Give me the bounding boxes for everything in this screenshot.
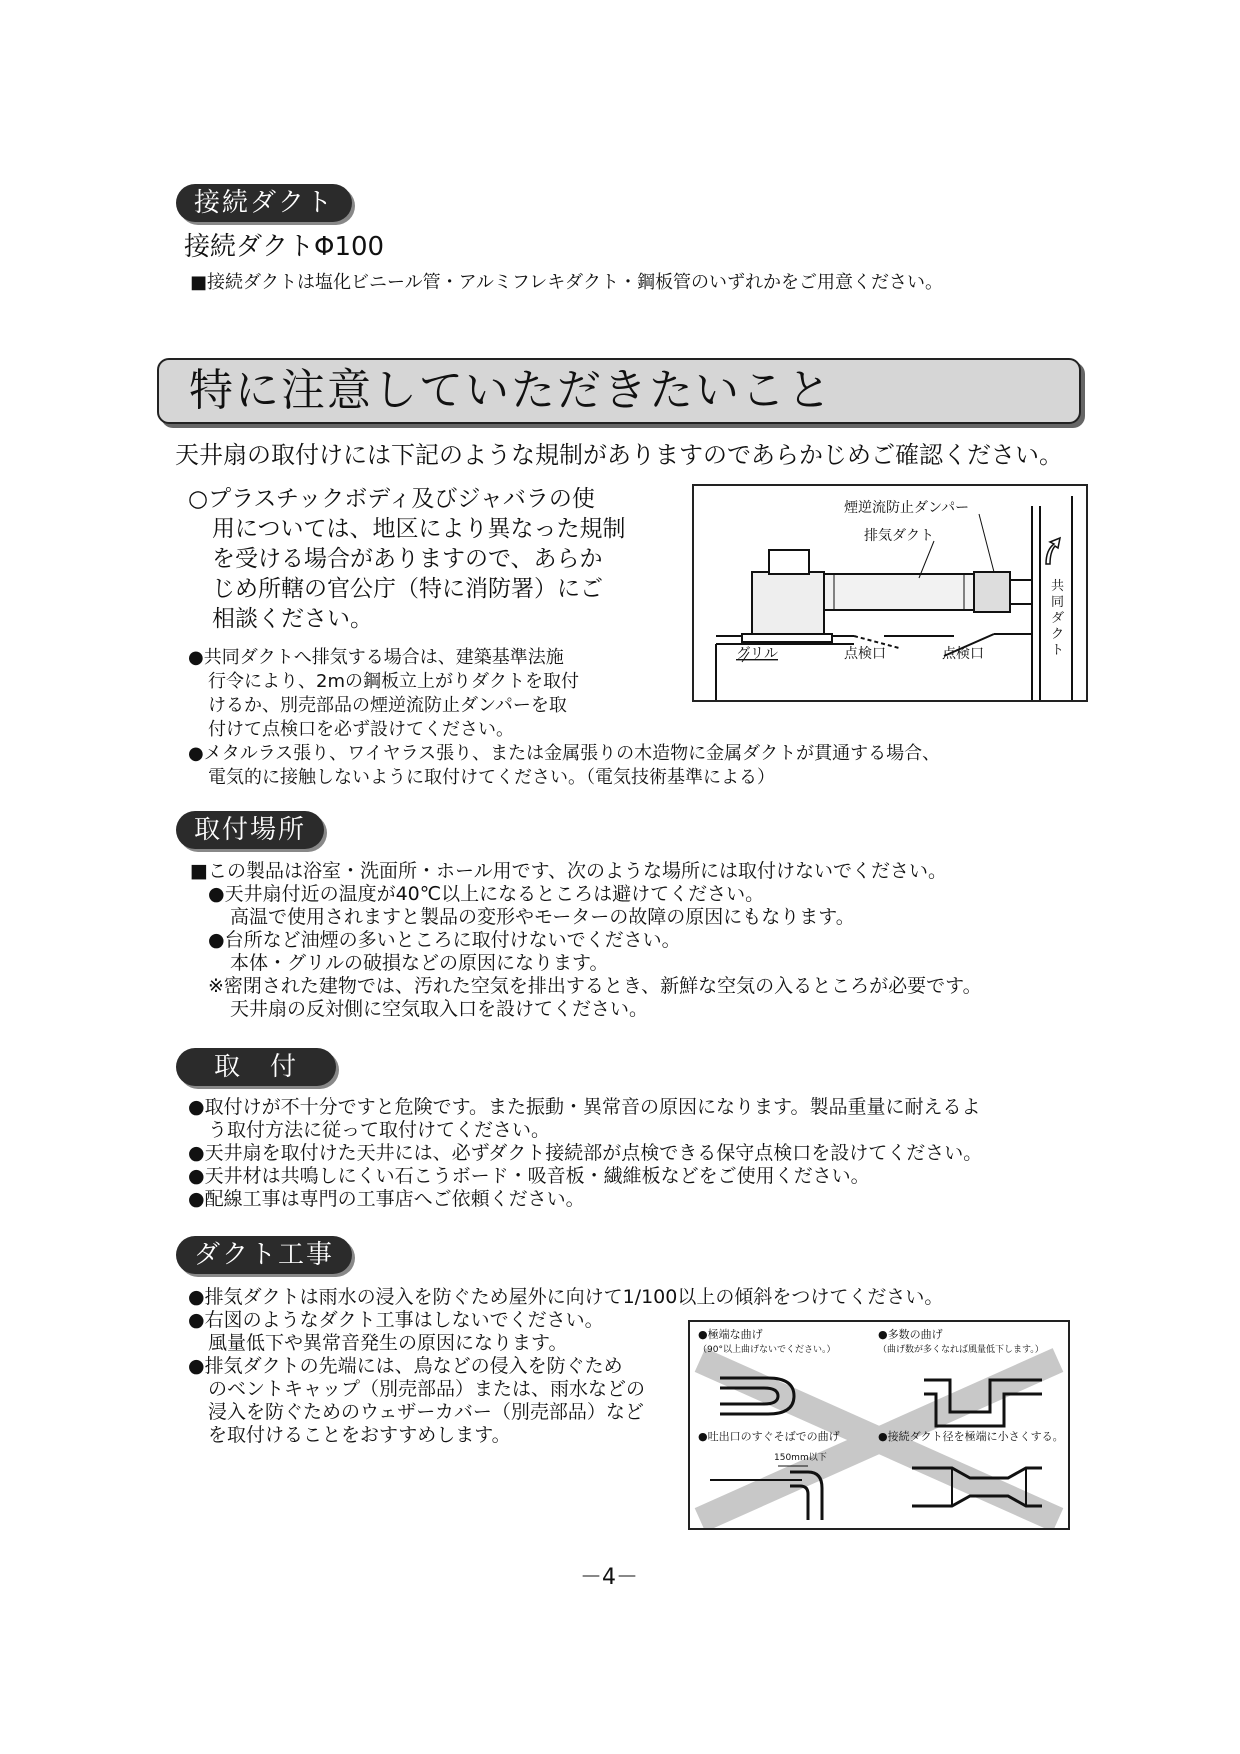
ductwork-line: ●排気ダクトの先端には、鳥などの侵入を防ぐため <box>188 1355 623 1377</box>
ductwork-line: ●排気ダクトは雨水の浸入を防ぐため屋外に向けて1/100以上の傾斜をつけてください。 <box>188 1286 944 1308</box>
label-outlet-bend: ●吐出口のすぐそばでの曲げ <box>698 1430 840 1443</box>
location-line: 本体・グリルの破損などの原因になります。 <box>230 952 609 974</box>
location-line: ●天井扇付近の温度が40℃以上になるところは避けてください。 <box>208 883 765 905</box>
caution-item-line: ○プラスチックボディ及びジャバラの使 <box>188 486 595 512</box>
label-sharp-bend-note: （90°以上曲げないでください。） <box>698 1345 836 1355</box>
label-access-1: 点検口 <box>844 646 886 662</box>
ductwork-line: ●右図のようなダクト工事はしないでください。 <box>188 1309 604 1331</box>
label-shared-duct <box>1051 578 1064 658</box>
label-grille: グリル <box>736 646 778 662</box>
caution-item-line: を受ける場合がありますので、あらか <box>212 546 603 572</box>
caution-bullet: ●共同ダクトへ排気する場合は、建築基準法施 <box>188 647 564 668</box>
label-reduce: ●接続ダクト径を極端に小さくする。 <box>878 1430 1064 1443</box>
ductwork-line: のベントキャップ（別売部品）または、雨水などの <box>208 1378 646 1400</box>
install-line: ●天井扇を取付けた天井には、必ずダクト接続部が点検できる保守点検口を設けてください。 <box>188 1142 983 1164</box>
section-heading-location: 取付場所 <box>176 811 324 849</box>
label-access-2: 点検口 <box>942 646 984 662</box>
bad-ductwork-drawing <box>690 1322 1068 1528</box>
caution-bullet: ●メタルラス張り、ワイヤラス張り、または金属張りの木造物に金属ダクトが貫通する場合、 <box>188 743 941 764</box>
label-sharp-bend: ●極端な曲げ <box>698 1328 763 1341</box>
location-line: 天井扇の反対側に空気取入口を設けてください。 <box>230 998 649 1020</box>
section-heading-duct: 接続ダクト <box>176 184 352 222</box>
shared-duct-char: 共 <box>1051 579 1065 594</box>
caution-banner-text: 特に注意していただきたいこと <box>189 365 833 416</box>
caution-bullet: 行令により、2mの鋼板立上がりダクトを取付 <box>208 671 579 692</box>
shared-duct-diagram <box>692 484 1088 702</box>
shared-duct-char: 同 <box>1051 595 1065 610</box>
install-line: ●天井材は共鳴しにくい石こうボード・吸音板・繊維板などをご使用ください。 <box>188 1165 870 1187</box>
ductwork-line: 浸入を防ぐためのウェザーカバー（別売部品）など <box>208 1401 644 1423</box>
label-damper: 煙逆流防止ダンパー <box>844 500 970 516</box>
shared-duct-char: ト <box>1051 643 1065 658</box>
shared-duct-char: ダ <box>1051 611 1065 626</box>
label-outlet-dim: 150mm以下 <box>774 1453 827 1463</box>
location-line: 高温で使用されますと製品の変形やモーターの故障の原因にもなります。 <box>230 906 855 928</box>
label-exhaust-duct: 排気ダクト <box>864 528 934 544</box>
caution-intro: 天井扇の取付けには下記のような規制がありますのであらかじめご確認ください。 <box>175 441 1063 469</box>
label-many-bends: ●多数の曲げ <box>878 1328 943 1341</box>
bad-ductwork-diagram <box>688 1320 1070 1530</box>
location-line: ※密閉された建物では、汚れた空気を排出するとき、新鮮な空気の入るところが必要です。 <box>208 975 982 997</box>
page-number: －4－ <box>580 1565 638 1590</box>
location-line: ●台所など油煙の多いところに取付けないでください。 <box>208 929 681 951</box>
section-heading-install: 取 付 <box>176 1048 336 1086</box>
install-line: ●取付けが不十分ですと危険です。また振動・異常音の原因になります。製品重量に耐えるよ <box>188 1096 981 1118</box>
duct-note: ■接続ダクトは塩化ビニール管・アルミフレキダクト・鋼板管のいずれかをご用意ください。 <box>190 272 944 293</box>
ductwork-line: 風量低下や異常音発生の原因になります。 <box>208 1332 568 1354</box>
caution-bullet: 電気的に接触しないように取付けてください。（電気技術基準による） <box>208 767 775 788</box>
caution-item-line: 用については、地区により異なった規制 <box>212 516 626 542</box>
location-line: ■この製品は浴室・洗面所・ホール用です、次のような場所には取付けないでください。 <box>190 860 948 882</box>
caution-bullet: 付けて点検口を必ず設けてください。 <box>208 719 514 740</box>
shared-duct-char: ク <box>1051 627 1065 642</box>
label-many-bends-note: （曲げ数が多くなれば風量低下します。） <box>878 1345 1044 1355</box>
ductwork-line: を取付けることをおすすめします。 <box>208 1424 511 1446</box>
caution-bullet: けるか、別売部品の煙逆流防止ダンパーを取 <box>208 695 567 716</box>
install-line: ●配線工事は専門の工事店へご依頼ください。 <box>188 1188 585 1210</box>
install-line: う取付方法に従って取付けてください。 <box>208 1119 551 1141</box>
caution-item-line: じめ所轄の官公庁（特に消防署）にご <box>212 576 603 602</box>
caution-banner <box>157 358 1081 424</box>
section-heading-ductwork: ダクト工事 <box>176 1236 352 1274</box>
caution-item-line: 相談ください。 <box>212 606 373 632</box>
shared-duct-diagram-drawing <box>694 486 1086 700</box>
duct-subtitle: 接続ダクトΦ100 <box>184 232 385 262</box>
